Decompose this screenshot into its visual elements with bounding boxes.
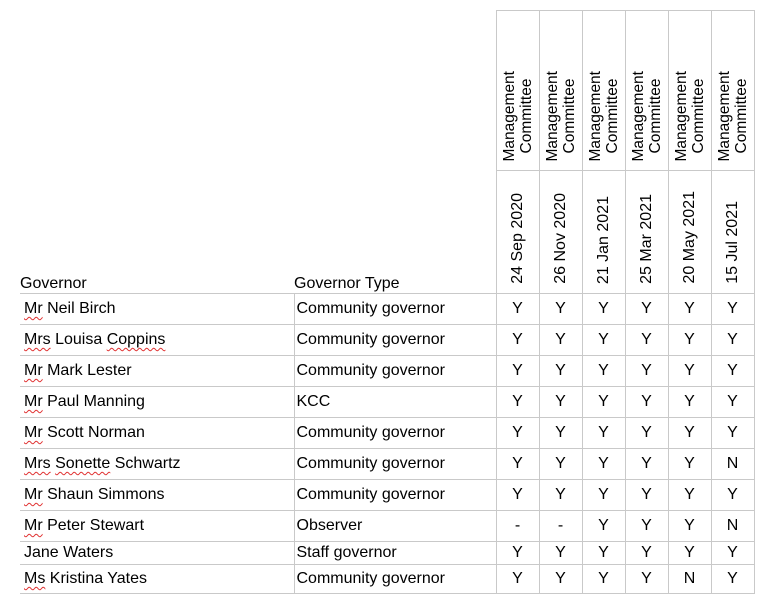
- governor-name: [20, 565, 294, 594]
- date-header: [711, 171, 754, 294]
- governor-title: Mr: [24, 300, 43, 317]
- governor-name: [20, 542, 294, 565]
- attendance-mark: Y: [711, 565, 754, 594]
- governor-type: Community governor: [294, 418, 496, 449]
- meeting-date: 20 May 2021: [681, 191, 698, 284]
- governor-name: [20, 480, 294, 511]
- table-row: [20, 511, 754, 542]
- governor-name-text: Louisa: [50, 331, 107, 348]
- committee-header: [711, 11, 754, 171]
- attendance-mark: Y: [668, 387, 711, 418]
- attendance-mark: Y: [668, 418, 711, 449]
- meeting-date: 24 Sep 2020: [509, 193, 526, 284]
- table-row: [20, 449, 754, 480]
- attendance-mark: Y: [539, 542, 582, 565]
- attendance-mark: Y: [539, 565, 582, 594]
- attendance-mark: Y: [496, 325, 539, 356]
- attendance-mark: Y: [668, 294, 711, 325]
- attendance-mark: Y: [496, 356, 539, 387]
- attendance-mark: Y: [496, 294, 539, 325]
- governor-name-text: Shaun Simmons: [42, 486, 165, 503]
- attendance-mark: Y: [496, 449, 539, 480]
- table-row: [20, 418, 754, 449]
- attendance-mark: Y: [668, 511, 711, 542]
- meeting-date: 15 Jul 2021: [724, 201, 741, 284]
- committee-header: [496, 11, 539, 171]
- attendance-mark: Y: [582, 356, 625, 387]
- attendance-mark: Y: [582, 418, 625, 449]
- attendance-mark: Y: [496, 565, 539, 594]
- attendance-mark: Y: [711, 542, 754, 565]
- attendance-mark: Y: [711, 356, 754, 387]
- attendance-mark: Y: [625, 325, 668, 356]
- date-header: [496, 171, 539, 294]
- committee-header: [668, 11, 711, 171]
- attendance-table: [20, 10, 755, 594]
- attendance-mark: Y: [711, 294, 754, 325]
- date-header: [582, 171, 625, 294]
- attendance-mark: N: [668, 565, 711, 594]
- date-header: [539, 171, 582, 294]
- attendance-mark: Y: [625, 511, 668, 542]
- attendance-mark: Y: [668, 325, 711, 356]
- attendance-mark: Y: [711, 480, 754, 511]
- governor-name-flagged: Coppins: [106, 331, 166, 348]
- governor-title: Mr: [24, 393, 43, 410]
- governor-title: Mr: [24, 517, 43, 534]
- governor-title: Mr: [24, 362, 43, 379]
- attendance-mark: Y: [582, 325, 625, 356]
- governor-type: Community governor: [294, 449, 496, 480]
- attendance-mark: Y: [582, 565, 625, 594]
- governor-name: [20, 294, 294, 325]
- attendance-mark: Y: [711, 418, 754, 449]
- meeting-date: 25 Mar 2021: [638, 194, 655, 284]
- attendance-mark: N: [711, 511, 754, 542]
- attendance-mark: Y: [625, 449, 668, 480]
- committee-label: Management Committee: [672, 70, 707, 161]
- governor-type: KCC: [294, 387, 496, 418]
- governor-type: Community governor: [294, 565, 496, 594]
- attendance-mark: -: [496, 511, 539, 542]
- governor-name-text: Kristina Yates: [45, 570, 148, 587]
- table-row: [20, 565, 754, 594]
- attendance-mark: Y: [668, 542, 711, 565]
- governor-name: [20, 356, 294, 387]
- attendance-mark: Y: [496, 542, 539, 565]
- attendance-mark: Y: [582, 387, 625, 418]
- attendance-mark: Y: [711, 325, 754, 356]
- governor-type-column-header: Governor Type: [294, 171, 496, 294]
- governor-type: Staff governor: [294, 542, 496, 565]
- blank-cell: [294, 11, 496, 171]
- governor-name-text: Scott Norman: [42, 424, 145, 441]
- attendance-mark: Y: [582, 294, 625, 325]
- attendance-mark: Y: [625, 480, 668, 511]
- governor-name-text: Neil Birch: [42, 300, 116, 317]
- attendance-mark: Y: [582, 480, 625, 511]
- attendance-mark: Y: [539, 325, 582, 356]
- governor-column-header: Governor: [20, 171, 294, 294]
- governor-name-text: Jane Waters: [24, 544, 114, 561]
- table-row: [20, 480, 754, 511]
- governor-title: Mrs: [24, 455, 51, 472]
- governor-title: Mrs: [24, 331, 51, 348]
- attendance-mark: Y: [539, 387, 582, 418]
- attendance-mark: Y: [625, 387, 668, 418]
- governor-type: Community governor: [294, 325, 496, 356]
- attendance-mark: Y: [625, 294, 668, 325]
- governor-type: Community governor: [294, 356, 496, 387]
- committee-header-row: [20, 11, 754, 171]
- governor-type: Observer: [294, 511, 496, 542]
- governor-name-tail: Schwartz: [110, 455, 181, 472]
- date-header: [625, 171, 668, 294]
- attendance-mark: N: [711, 449, 754, 480]
- attendance-mark: Y: [625, 418, 668, 449]
- governor-name: [20, 418, 294, 449]
- committee-header: [625, 11, 668, 171]
- attendance-mark: Y: [668, 449, 711, 480]
- attendance-mark: Y: [496, 418, 539, 449]
- attendance-mark: Y: [539, 418, 582, 449]
- attendance-mark: Y: [668, 480, 711, 511]
- attendance-rows: [20, 294, 754, 594]
- attendance-mark: Y: [625, 542, 668, 565]
- governor-type: Community governor: [294, 294, 496, 325]
- committee-header: [582, 11, 625, 171]
- table-row: [20, 542, 754, 565]
- governor-title: Ms: [24, 570, 46, 587]
- governor-title: Mr: [24, 424, 43, 441]
- attendance-mark: Y: [582, 449, 625, 480]
- attendance-mark: Y: [625, 565, 668, 594]
- attendance-mark: Y: [668, 356, 711, 387]
- meeting-date: 21 Jan 2021: [595, 195, 612, 284]
- committee-label: Management Committee: [500, 70, 535, 161]
- table-row: [20, 387, 754, 418]
- committee-label: Management Committee: [629, 70, 664, 161]
- attendance-mark: Y: [711, 387, 754, 418]
- committee-header: [539, 11, 582, 171]
- attendance-mark: Y: [582, 542, 625, 565]
- attendance-mark: -: [539, 511, 582, 542]
- governor-name: [20, 449, 294, 480]
- date-header: [668, 171, 711, 294]
- committee-label: Management Committee: [586, 70, 621, 161]
- meeting-date: 26 Nov 2020: [552, 193, 569, 284]
- table-row: [20, 356, 754, 387]
- attendance-mark: Y: [539, 480, 582, 511]
- blank-cell: [20, 11, 294, 171]
- governor-name-text: Paul Manning: [42, 393, 145, 410]
- attendance-mark: Y: [496, 480, 539, 511]
- attendance-mark: Y: [539, 449, 582, 480]
- table-row: [20, 325, 754, 356]
- governor-name: [20, 325, 294, 356]
- date-header-row: [20, 171, 754, 294]
- governor-name-text: Mark Lester: [42, 362, 132, 379]
- attendance-mark: Y: [539, 294, 582, 325]
- attendance-mark: Y: [496, 387, 539, 418]
- governor-title: Mr: [24, 486, 43, 503]
- governor-name-text: Peter Stewart: [42, 517, 145, 534]
- governor-name-flagged: Sonette: [55, 455, 111, 472]
- table-row: [20, 294, 754, 325]
- attendance-mark: Y: [625, 356, 668, 387]
- committee-label: Management Committee: [715, 70, 750, 161]
- governor-type: Community governor: [294, 480, 496, 511]
- governor-name: [20, 387, 294, 418]
- committee-label: Management Committee: [543, 70, 578, 161]
- attendance-mark: Y: [582, 511, 625, 542]
- governor-name: [20, 511, 294, 542]
- attendance-mark: Y: [539, 356, 582, 387]
